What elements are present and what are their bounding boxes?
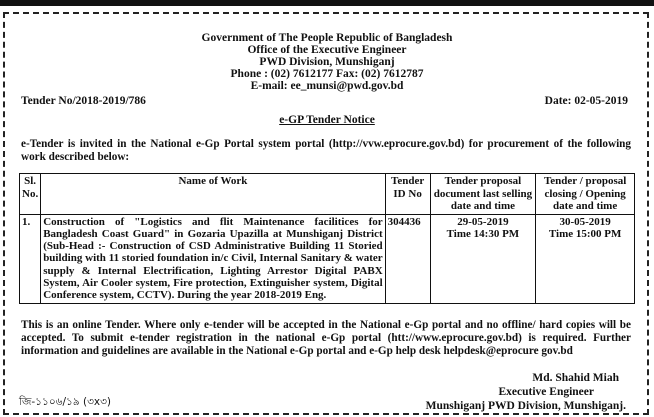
signature-name: Md. Shahid Miah <box>532 372 619 384</box>
row-selling-date: 29-05-2019 <box>457 215 509 228</box>
tender-number: Tender No/2018-2019/786 <box>21 95 146 107</box>
header-government: Government of The People Republic of Bangladesh <box>201 32 453 44</box>
row-closing-date: 30-05-2019 <box>559 215 611 228</box>
header-phone-fax: Phone : (02) 7612177 Fax: (02) 7612787 <box>230 68 424 80</box>
notice-title: e-GP Tender Notice <box>279 114 375 126</box>
footer-note: This is an online Tender. Where only e-tender will be accepted in the National e-Gp portal and no offline/ hard copies will be accepted. To submit e-tender registration in the national e-Gp portal (htt://www.eprocure.gov.bd) is required. Further information and guidelines are available in the National e-Gp portal and e-Gp help desk helpdesk@eprocure gov.bd <box>21 319 631 357</box>
row-closing-cell <box>536 214 635 303</box>
row-selling-time: Time 14:30 PM <box>446 227 520 240</box>
signature-office: Munshiganj PWD Division, Munshiganj. <box>425 400 626 412</box>
col-header-closing: Tender / proposal closing / Opening date and time <box>536 174 635 215</box>
col-header-selling: Tender proposal document last selling date and time <box>430 174 536 215</box>
table-header-row <box>20 174 635 215</box>
work-table <box>19 173 635 304</box>
header-division: PWD Division, Munshiganj <box>259 56 395 68</box>
header-office: Office of the Executive Engineer <box>247 44 407 56</box>
col-header-work: Name of Work <box>41 174 385 215</box>
publication-code: জি-১১০৬/১৯ (৩x৩) <box>19 396 112 408</box>
signature-title: Executive Engineer <box>498 386 594 398</box>
row-tender-id: 304436 <box>385 214 430 303</box>
row-work-description: Construction of "Logistics and flit Maintenance facilitices for Bangladesh Coast Guard" in Gozaria Upazilla at Munshiganj District (Sub-Head :- Construction of CSD Administrative Building 11 Storied building with 11 storied foundation in/c Civil, Internal Sanitary & water supply & Internal Electrification, Lighting Arrestor Digital PABX System, Air Cooler system, Fire protection, Extinguisher system, Digital Conference system, CCTV). During the year 2018-2019 Eng. <box>41 214 385 303</box>
row-selling-cell <box>430 214 536 303</box>
top-border-bar <box>0 0 654 6</box>
table-row <box>20 214 635 303</box>
col-header-tender-id: Tender ID No <box>385 174 430 215</box>
header-email: E-mail: ee_munsi@pwd.gov.bd <box>250 80 404 92</box>
col-header-sl: Sl. No. <box>20 174 41 215</box>
row-sl: 1. <box>20 214 41 303</box>
row-closing-time: Time 15:00 PM <box>548 227 622 240</box>
intro-paragraph: e-Tender is invited in the National e-Gp Portal system portal (http://vvw.eprocure.gov.bd) for procurement of the following work described below: <box>21 138 631 163</box>
notice-date: Date: 02-05-2019 <box>544 95 628 107</box>
